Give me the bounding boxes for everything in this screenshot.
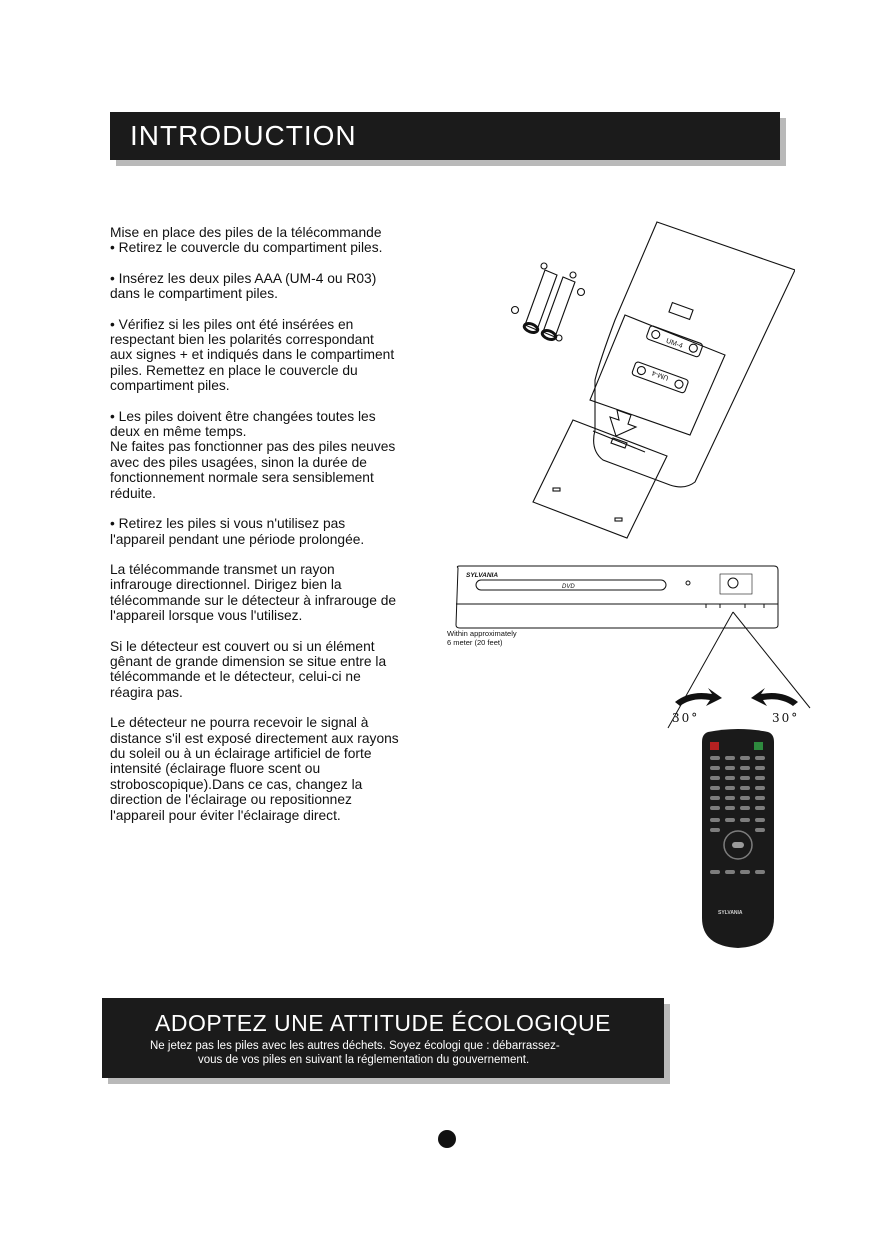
remote-enter-button (732, 842, 744, 848)
instruction-paragraph: • Vérifiez si les piles ont été insérées en respectant bien les polarités correspondant aux signes + et indiqués dans le compartiment piles. Remettez en place le couvercle du compartiment piles. (110, 316, 395, 394)
battery-label: UM-4 (651, 368, 670, 382)
instruction-paragraph: Le détecteur ne pourra recevoir le signal à distance s'il est exposé directement aux rayons du soleil ou à un éclairage artificiel de forte intensité (éclairage fluore scent ou stroboscopique).Dans ce cas, changez la direction de l'éclairage ou repositionnez l'appareil pour éviter l'éclairage direct. (110, 715, 399, 823)
remote-eject-button (754, 742, 763, 750)
instructions-column (110, 225, 455, 838)
compartment-cover (533, 420, 667, 538)
angle-label-left: 30° (672, 711, 700, 725)
battery-slot-upper (646, 325, 703, 357)
instruction-paragraph: • Insérez les deux piles AAA (UM-4 ou R03) dans le compartiment piles. (110, 270, 377, 302)
remote-control-illustration (698, 728, 778, 950)
dvd-logo: DVD (562, 584, 575, 590)
battery-installation-illustration (495, 220, 795, 540)
eco-banner (102, 998, 664, 1078)
player-brand-logo: SYLVANIA (466, 572, 499, 579)
remote-power-button (710, 742, 719, 750)
loose-batteries (512, 263, 585, 341)
eco-banner-text: vous de vos piles en suivant la réglementation du gouvernement. (198, 1054, 530, 1066)
ir-sensor (728, 578, 738, 588)
page-title: INTRODUCTION (130, 120, 357, 151)
page-marker-dot (438, 1130, 456, 1148)
instruction-paragraph: • Retirez les piles si vous n'utilisez pas l'appareil pendant une période prolongée. (110, 516, 365, 547)
angle-label-right: 30° (772, 711, 800, 725)
power-indicator (686, 581, 690, 585)
battery-slot-lower (631, 361, 688, 393)
eco-banner-title: ADOPTEZ UNE ATTITUDE ÉCOLOGIQUE (155, 1010, 611, 1036)
compartment-latch (669, 303, 693, 320)
instruction-paragraph: La télécommande transmet un rayon infrarouge directionnel. Dirigez bien la télécommande sur le détecteur à infrarouge de l'appareil lorsque vous l'utilisez. (110, 561, 397, 624)
instruction-paragraph: • Les piles doivent être changées toutes les deux en même temps. Ne faites pas fonctionner pas des piles neuves avec des piles usagées, sinon la durée de fonctionnement normale sera sensiblement réduite. (110, 408, 396, 501)
angle-arrow-right (751, 688, 798, 706)
range-note (447, 629, 517, 647)
down-arrow (610, 410, 636, 436)
instruction-paragraph: Mise en place des piles de la télécommande • Retirez le couvercle du compartiment piles. (110, 225, 383, 256)
angle-arrow-left (675, 688, 722, 706)
remote-brand-logo: SYLVANIA (718, 910, 743, 916)
introduction-header (110, 112, 780, 160)
instruction-paragraph: Si le détecteur est couvert ou si un élément gênant de grande dimension se situe entre la télécommande et le détecteur, celui-ci ne réagira pas. (110, 638, 387, 700)
eco-banner-text: Ne jetez pas les piles avec les autres déchets. Soyez écologi que : débarrassez- (150, 1040, 560, 1052)
range-note-line: 6 meter (20 feet) (447, 638, 503, 647)
battery-label: UM-4 (664, 337, 684, 351)
range-note-line: Within approximately (447, 629, 517, 638)
